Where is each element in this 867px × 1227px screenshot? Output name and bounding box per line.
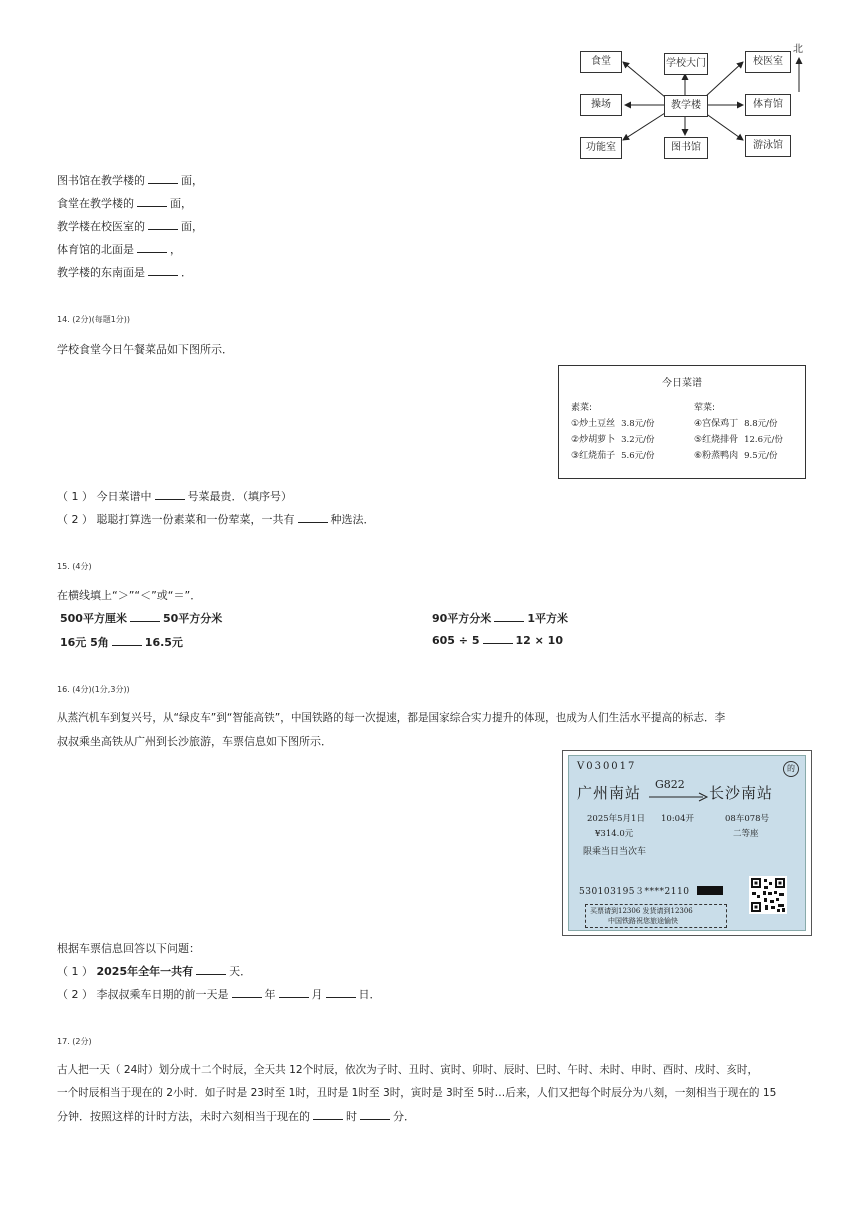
ticket-footer-text: 中国铁路祝您旅途愉快 [608, 917, 678, 925]
train-ticket [562, 750, 812, 936]
answer-blank[interactable] [483, 634, 513, 644]
q16-sub1: （ 1 ） 2025年全年一共有 天． [57, 965, 252, 978]
menu-card [558, 365, 806, 479]
answer-blank[interactable] [148, 266, 178, 276]
q17-line: 古人把一天（ 24时）划分成十二个时辰，全天共 12个时辰，依次为子时、丑时、寅时、卯时、辰时、巳时、午时、未时、申时、酉时、戌时、亥时， [57, 1064, 759, 1076]
map-node-library: 图书馆 [664, 137, 708, 159]
ticket-serial: V030017 [577, 761, 637, 772]
q16-intro-line: 从蒸汽机车到复兴号，从“绿皮车”到“智能高铁”，中国铁路的每一次提速，都是国家综合实力提升的体现，也成为人们生活水平提高的标志．李 [57, 712, 726, 724]
q14-sub2: （ 2 ） 聪聪打算选一份素菜和一份荤菜，一共有 种选法． [57, 513, 375, 526]
ticket-class: 二等座 [733, 829, 759, 839]
menu-item: ⑥粉蒸鸭肉 9.5元/份 [694, 451, 778, 461]
answer-blank[interactable] [148, 174, 178, 184]
q16-head: 16. (4分)(1分,3分)) [57, 685, 130, 694]
ticket-to: 长沙南站 [709, 784, 774, 802]
ticket-date: 2025年5月1日 [587, 814, 645, 824]
ticket-face [568, 755, 806, 931]
map-node-center: 教学楼 [664, 95, 708, 117]
answer-blank[interactable] [112, 636, 142, 646]
north-label: 北 [793, 44, 803, 55]
ticket-price: ¥314.0元 [595, 829, 634, 839]
answer-blank[interactable] [313, 1110, 343, 1120]
map-node-clinic: 校医室 [745, 51, 791, 73]
menu-item: ①炒土豆丝 3.8元/份 [571, 419, 655, 429]
q13-line: 教学楼在校医室的 面， [57, 220, 203, 233]
answer-blank[interactable] [298, 513, 328, 523]
map-node-gate: 学校大门 [664, 53, 708, 75]
answer-blank[interactable] [326, 988, 356, 998]
q16-sub2: （ 2 ） 李叔叔乘车日期的前一天是 年 月 日． [57, 988, 381, 1001]
menu-meat-column [694, 400, 783, 464]
answer-blank[interactable] [232, 988, 262, 998]
q16-ask: 根据车票信息回答以下问题： [57, 942, 200, 955]
qr-code-icon [749, 876, 787, 914]
menu-title: 今日菜谱 [662, 378, 702, 389]
answer-blank[interactable] [360, 1110, 390, 1120]
ticket-badge: 的 [783, 761, 799, 777]
q16-intro-line: 叔叔乘坐高铁从广州到长沙旅游，车票信息如下图所示． [57, 735, 332, 748]
map-node-function-room: 功能室 [580, 137, 622, 159]
menu-veg-column [571, 400, 654, 464]
q13-line: 食堂在教学楼的 面， [57, 197, 192, 210]
ticket-train-number: G822 [655, 778, 685, 791]
q17-line: 分钟．按照这样的计时方法，未时六刻相当于现在的 时 分． [57, 1110, 415, 1123]
ticket-service-text: 买票请到12306 发货请到12306 [590, 907, 693, 915]
map-node-canteen: 食堂 [580, 51, 622, 73]
answer-blank[interactable] [130, 612, 160, 622]
menu-item: ③红烧茄子 5.6元/份 [571, 451, 655, 461]
ticket-time: 10:04开 [661, 814, 694, 824]
q13-line: 体育馆的北面是 ， [57, 243, 181, 256]
q14-intro: 学校食堂今日午餐菜品如下图所示． [57, 343, 233, 356]
q15-item: 90平方分米 1平方米 [432, 612, 568, 625]
map-node-pool: 游泳馆 [745, 135, 791, 157]
q15-item: 16元 5角 16.5元 [60, 636, 183, 649]
answer-blank[interactable] [137, 243, 167, 253]
q13-line: 图书馆在教学楼的 面， [57, 174, 203, 187]
answer-blank[interactable] [155, 490, 185, 500]
menu-item: ⑤红烧排骨 12.6元/份 [694, 435, 783, 445]
ticket-redaction [697, 886, 723, 895]
q15-item: 605 ÷ 5 12 × 10 [432, 634, 563, 647]
answer-blank[interactable] [137, 197, 167, 207]
q13-line: 教学楼的东南面是 ． [57, 266, 192, 279]
answer-blank[interactable] [148, 220, 178, 230]
map-node-playground: 操场 [580, 94, 622, 116]
q15-head: 15. (4分) [57, 562, 92, 571]
ticket-from: 广州南站 [577, 784, 642, 802]
answer-blank[interactable] [279, 988, 309, 998]
answer-blank[interactable] [196, 965, 226, 975]
menu-item: ②炒胡萝卜 3.2元/份 [571, 435, 655, 445]
q14-head: 14. (2分)(每题1分)) [57, 315, 131, 324]
q15-item: 500平方厘米 50平方分米 [60, 612, 223, 625]
ticket-route-arrow [649, 792, 709, 802]
ticket-service-box [585, 904, 727, 928]
ticket-id-number: 530103195３****2110 [579, 887, 690, 897]
menu-meat-header: 荤菜: [694, 403, 716, 413]
ticket-note: 限乘当日当次车 [583, 847, 647, 857]
q17-head: 17. (2分) [57, 1037, 92, 1046]
menu-item: ④宫保鸡丁 8.8元/份 [694, 419, 778, 429]
q17-line: 一个时辰相当于现在的 2小时．如子时是 23时至 1时，丑时是 1时至 3时，寅时是 3时至 5时…后来，人们又把每个时辰分为八刻，一刻相当于现在的 15 [57, 1087, 777, 1099]
menu-veg-header: 素菜: [571, 403, 593, 413]
answer-blank[interactable] [494, 612, 524, 622]
q14-sub1: （ 1 ） 今日菜谱中 号菜最贵．（填序号） [57, 490, 292, 503]
map-node-gym: 体育馆 [745, 94, 791, 116]
q15-intro: 在横线填上“＞”“＜”或“＝”． [57, 589, 202, 602]
ticket-seat: 08车078号 [725, 814, 770, 824]
